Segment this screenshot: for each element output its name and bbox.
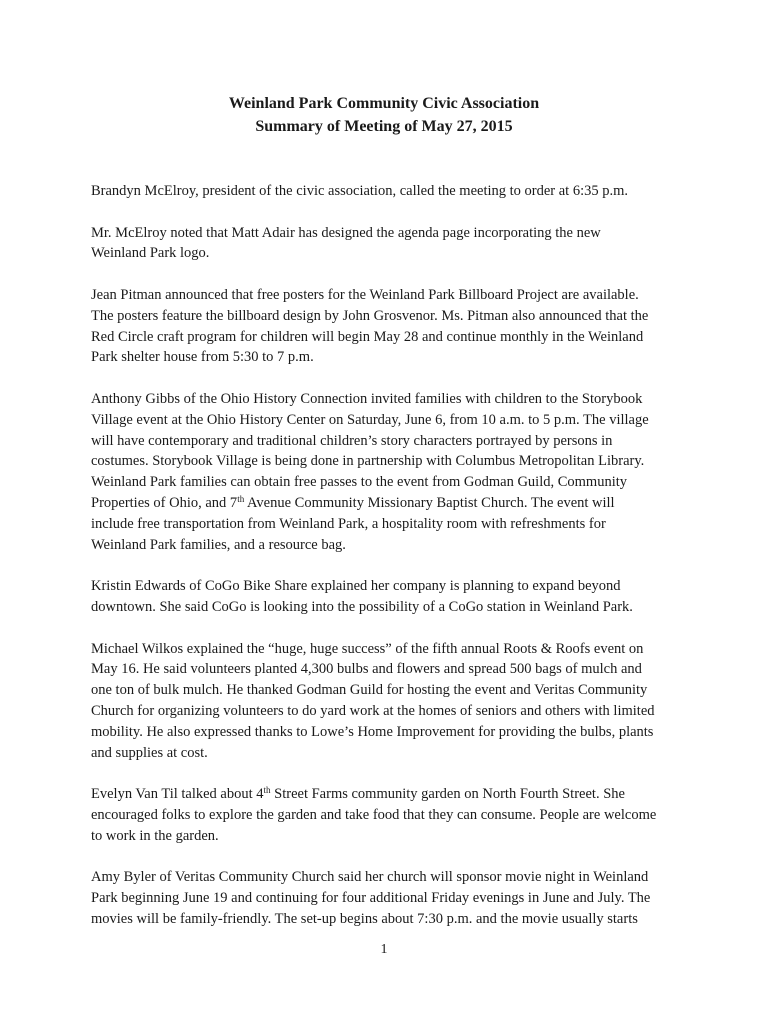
text-line: mobility. He also expressed thanks to Lowe’s Home Improvement for providing the bulbs, plants: [91, 723, 654, 740]
page-number: 1: [380, 942, 388, 957]
text-segment: Evelyn Van Til talked about 4: [91, 786, 264, 803]
text-line: Jean Pitman announced that free posters for the Weinland Park Billboard Project are available.: [91, 286, 639, 303]
paragraph: [91, 867, 681, 929]
text-segment: Street Farms community garden on North Fourth Street. She: [270, 786, 625, 803]
text-line: Michael Wilkos explained the “huge, huge success” of the fifth annual Roots & Roofs event on: [91, 640, 644, 657]
text-line: downtown. She said CoGo is looking into the possibility of a CoGo station in Weinland Park.: [91, 598, 633, 615]
text-line: will have contemporary and traditional children’s story characters portrayed by persons in: [91, 432, 613, 449]
text-line: [91, 495, 615, 511]
paragraph: [91, 639, 681, 764]
text-segment: Properties of Ohio, and 7: [91, 494, 238, 511]
document-header: [0, 93, 768, 139]
text-line: Village event at the Ohio History Center on Saturday, June 6, from 10 a.m. to 5 p.m. The village: [91, 411, 649, 428]
text-line: Weinland Park logo.: [91, 245, 210, 262]
text-line: costumes. Storybook Village is being done in partnership with Columbus Metropolitan Library.: [91, 453, 645, 470]
text-line: [91, 786, 625, 802]
paragraph: [91, 389, 681, 555]
paragraph: [91, 576, 681, 618]
text-line: Brandyn McElroy, president of the civic association, called the meeting to order at 6:35 p.m.: [91, 183, 629, 199]
text-line: Weinland Park families can obtain free passes to the event from Godman Guild, Community: [91, 474, 628, 491]
text-line: Kristin Edwards of CoGo Bike Share explained her company is planning to expand beyond: [91, 578, 621, 595]
document-title: Weinland Park Community Civic Association: [228, 95, 540, 112]
text-line: encouraged folks to explore the garden and take food that they can consume. People are welcome: [91, 806, 657, 823]
text-line: Park shelter house from 5:30 to 7 p.m.: [91, 349, 314, 366]
document-body: [91, 181, 681, 950]
text-line: Mr. McElroy noted that Matt Adair has designed the agenda page incorporating the new: [91, 224, 601, 241]
document-subtitle: Summary of Meeting of May 27, 2015: [255, 118, 513, 135]
text-line: The posters feature the billboard design by John Grosvenor. Ms. Pitman also announced that the: [91, 307, 649, 324]
paragraph: [91, 223, 681, 265]
text-line: one ton of bulk mulch. He thanked Godman Guild for hosting the event and Veritas Community: [91, 682, 648, 699]
paragraph: [91, 784, 681, 846]
text-line: Park beginning June 19 and continuing for four additional Friday evenings in June and July. The: [91, 890, 651, 907]
text-line: Anthony Gibbs of the Ohio History Connection invited families with children to the Storybook: [91, 390, 643, 407]
text-line: May 16. He said volunteers planted 4,300 bulbs and flowers and spread 500 bags of mulch and: [91, 661, 642, 678]
text-line: and supplies at cost.: [91, 744, 208, 761]
text-line: Church for organizing volunteers to do yard work at the homes of seniors and others with limited: [91, 702, 655, 719]
text-segment: Avenue Community Missionary Baptist Church. The event will: [244, 494, 615, 511]
paragraph: [91, 285, 681, 368]
text-line: Red Circle craft program for children will begin May 28 and continue monthly in the Weinland: [91, 328, 644, 345]
text-line: movies will be family-friendly. The set-up begins about 7:30 p.m. and the movie usually starts: [91, 910, 638, 927]
text-line: to work in the garden.: [91, 827, 219, 844]
text-line: include free transportation from Weinland Park, a hospitality room with refreshments for: [91, 515, 606, 532]
ordinal-superscript: th: [237, 493, 245, 504]
paragraph: [91, 181, 681, 202]
ordinal-superscript: th: [263, 785, 271, 796]
text-line: Amy Byler of Veritas Community Church said her church will sponsor movie night in Weinland: [91, 869, 649, 886]
text-line: Weinland Park families, and a resource bag.: [91, 536, 346, 553]
